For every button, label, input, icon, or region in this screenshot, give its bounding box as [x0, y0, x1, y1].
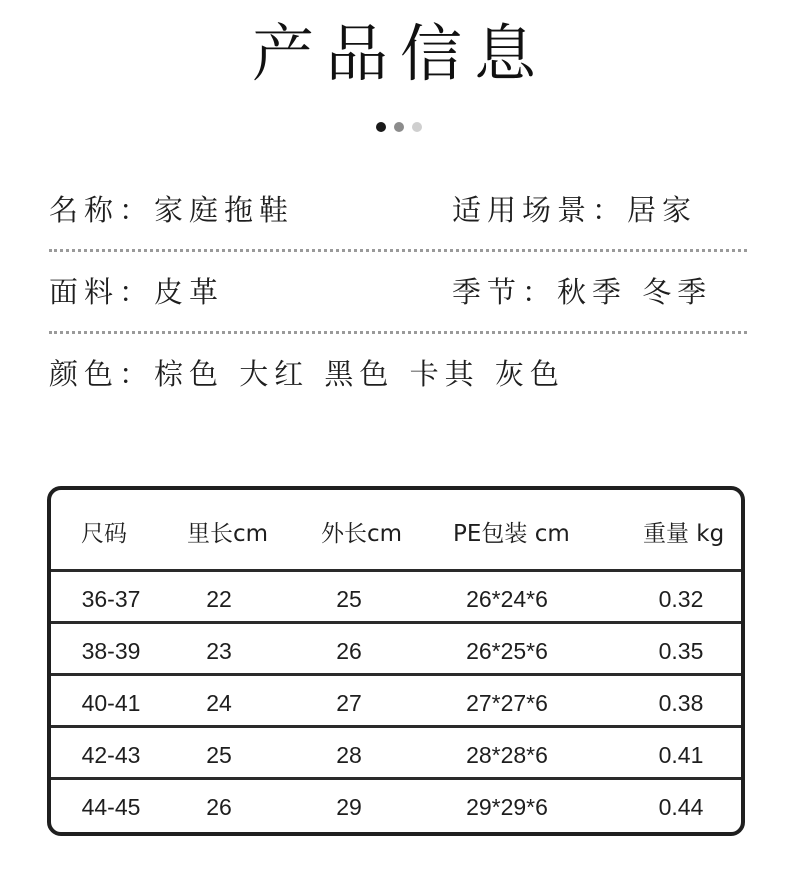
cell-weight: 0.41	[658, 742, 704, 768]
page-title: 产品信息	[251, 17, 548, 90]
header-outer-length: 外长cm	[321, 521, 403, 547]
cell-weight: 0.32	[658, 586, 704, 612]
cell-weight: 0.38	[658, 690, 704, 716]
cell-inner-length: 22	[206, 586, 232, 612]
divider	[49, 331, 747, 334]
table-row	[51, 728, 741, 780]
carousel-dot-1[interactable]	[376, 122, 386, 132]
cell-weight: 0.35	[658, 638, 704, 664]
divider	[49, 249, 747, 252]
header-size: 尺码	[81, 521, 127, 547]
cell-outer-length: 29	[336, 794, 362, 820]
cell-package: 28*28*6	[466, 742, 548, 768]
cell-inner-length: 23	[206, 638, 232, 664]
cell-outer-length: 28	[336, 742, 362, 768]
cell-size: 38-39	[81, 638, 141, 664]
info-scene: 适用场景：居家	[452, 193, 698, 227]
carousel-dot-3[interactable]	[412, 122, 422, 132]
cell-package: 29*29*6	[466, 794, 548, 820]
cell-outer-length: 27	[336, 690, 362, 716]
info-name: 名称：家庭拖鞋	[49, 193, 295, 227]
table-row	[51, 624, 741, 676]
size-table	[47, 486, 745, 836]
cell-inner-length: 24	[206, 690, 232, 716]
cell-size: 44-45	[81, 794, 141, 820]
cell-inner-length: 25	[206, 742, 232, 768]
header-weight: 重量 kg	[643, 521, 725, 547]
cell-size: 36-37	[81, 586, 141, 612]
cell-size: 42-43	[81, 742, 141, 768]
info-season: 季节：秋季 冬季	[452, 275, 713, 309]
cell-package: 26*24*6	[466, 586, 548, 612]
cell-weight: 0.44	[658, 794, 704, 820]
header-inner-length: 里长cm	[187, 521, 269, 547]
table-row	[51, 572, 741, 624]
table-header	[51, 490, 741, 572]
cell-package: 26*25*6	[466, 638, 548, 664]
table-row	[51, 780, 741, 832]
cell-package: 27*27*6	[466, 690, 548, 716]
cell-size: 40-41	[81, 690, 141, 716]
header-package: PE包装 cm	[453, 521, 570, 547]
info-colors: 颜色：棕色 大红 黑色 卡其 灰色	[49, 357, 565, 391]
cell-outer-length: 26	[336, 638, 362, 664]
cell-outer-length: 25	[336, 586, 362, 612]
carousel-dot-2[interactable]	[394, 122, 404, 132]
info-material: 面料：皮革	[49, 275, 225, 309]
cell-inner-length: 26	[206, 794, 232, 820]
table-row	[51, 676, 741, 728]
